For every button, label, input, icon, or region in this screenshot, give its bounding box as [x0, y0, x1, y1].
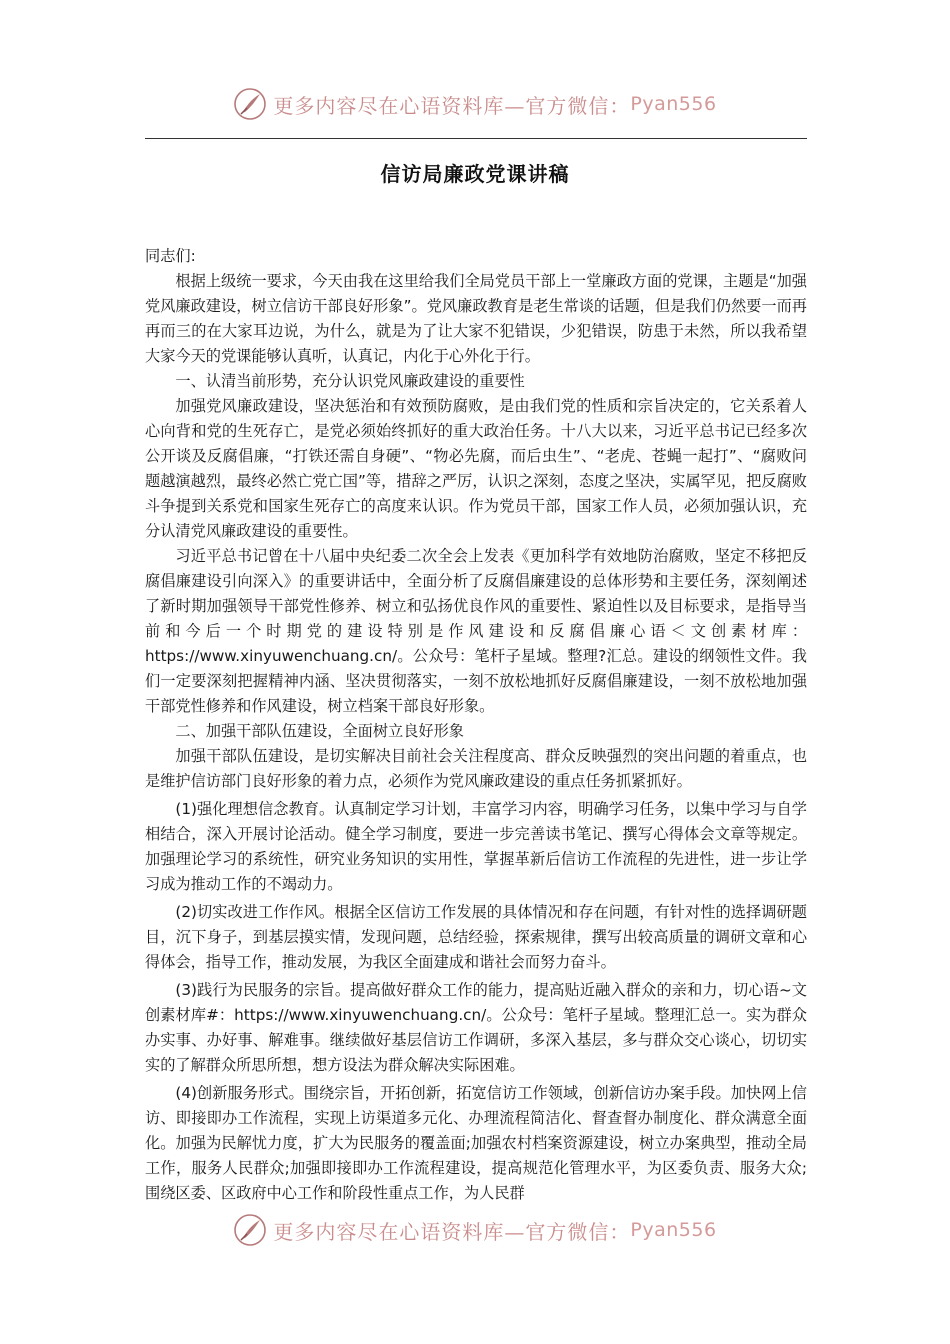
paragraph: (1)强化理想信念教育。认真制定学习计划，丰富学习内容，明确学习任务，以集中学习与自学相结合，深入开展讨论活动。健全学习制度，要进一步完善读书笔记、撰写心得体会文章等规定。加强理论学习的系统性，研究业务知识的实用性，掌握革新后信访工作流程的先进性，进一步让学习成为推动工作的不竭动力。 — [145, 800, 807, 893]
header-banner — [0, 84, 950, 124]
paragraph: 习近平总书记曾在十八届中央纪委二次全会上发表《更加科学有效地防治腐败，坚定不移把反腐倡廉建设引向深入》的重要讲话中，全面分析了反腐倡廉建设的总体形势和主要任务，深刻阐述了新时期加强领导干部党性修养、树立和弘扬优良作风的重要性、紧迫性以及目标要求，是指导当前和今后一个时期党的建设特别是作风建设和反腐倡廉心语＜文创素材库：https://www.xinyuwenchuang.cn/。公众号：笔杆子星域。整理?汇总。建设的纲领性文件。我们一定要深刻把握精神内涵、坚决贯彻落实，一刻不放松地抓好反腐倡廉建设，一刻不放松地加强干部党性修养和作风建设，树立档案干部良好形象。 — [145, 547, 807, 715]
paragraph: (3)践行为民服务的宗旨。提高做好群众工作的能力，提高贴近融入群众的亲和力，切心语~文创素材库#：https://www.xinyuwenchuang.cn/。公众号：笔杆子星域。整理汇总一。实为群众办实事、办好事、解难事。继续做好基层信访工作调研，多深入基层，多与群众交心谈心，切切实实的了解群众所思所想，想方设法为群众解决实际困难。 — [145, 981, 807, 1074]
banner-wechat-id: Pyan556 — [630, 93, 717, 115]
footer-banner — [0, 1210, 950, 1250]
paragraph: (2)切实改进工作作风。根据全区信访工作发展的具体情况和存在问题，有针对性的选择调研题目，沉下身子，到基层摸实情，发现问题，总结经验，探索规律，撰写出较高质量的调研文章和心得体会，指导工作，推动发展，为我区全面建成和谐社会而努力奋斗。 — [145, 903, 807, 971]
banner-wechat-id: Pyan556 — [630, 1219, 717, 1241]
greeting: 同志们: — [145, 247, 196, 265]
paragraph: 加强干部队伍建设，是切实解决目前社会关注程度高、群众反映强烈的突出问题的着重点，也是维护信访部门良好形象的着力点，必须作为党风廉政建设的重点任务抓紧抓好。 — [145, 747, 807, 790]
paragraph: 根据上级统一要求，今天由我在这里给我们全局党员干部上一堂廉政方面的党课，主题是“加强党风廉政建设，树立信访干部良好形象”。党风廉政教育是老生常谈的话题，但是我们仍然要一而再再而三的在大家耳边说，为什么，就是为了让大家不犯错误，少犯错误，防患于未然，所以我希望大家今天的党课能够认真听，认真记，内化于心外化于行。 — [145, 272, 807, 365]
quill-logo-icon — [233, 1213, 267, 1247]
page-title: 信访局廉政党课讲稿 — [380, 162, 570, 186]
section-heading: 一、认清当前形势，充分认识党风廉政建设的重要性 — [175, 372, 525, 390]
quill-logo-icon — [233, 87, 267, 121]
section-heading: 二、加强干部队伍建设，全面树立良好形象 — [175, 722, 464, 740]
banner-text: 更多内容尽在心语资料库—官方微信： — [273, 1219, 631, 1244]
document-body — [145, 244, 807, 1206]
paragraph: (4)创新服务形式。围绕宗旨，开拓创新，拓宽信访工作领域，创新信访办案手段。加快网上信访、即接即办工作流程，实现上访渠道多元化、办理流程简洁化、督查督办制度化、群众满意全面化。加强为民解忧力度，扩大为民服务的覆盖面;加强农村档案资源建设，树立办案典型，推动全局工作，服务人民群众;加强即接即办工作流程建设，提高规范化管理水平，为区委负责、服务大众;围绕区委、区政府中心工作和阶段性重点工作，为人民群 — [145, 1084, 807, 1202]
banner-text: 更多内容尽在心语资料库—官方微信： — [273, 93, 631, 118]
header-divider — [145, 138, 807, 139]
paragraph: 加强党风廉政建设，坚决惩治和有效预防腐败，是由我们党的性质和宗旨决定的，它关系着人心向背和党的生死存亡，是党必须始终抓好的重大政治任务。十八大以来，习近平总书记已经多次公开谈及反腐倡廉，“打铁还需自身硬”、“物必先腐，而后虫生”、“老虎、苍蝇一起打”、“腐败问题越演越烈，最终必然亡党亡国”等，措辞之严厉，认识之深刻，态度之坚决，实属罕见，把反腐败斗争提到关系党和国家生死存亡的高度来认识。作为党员干部，国家工作人员，必须加强认识，充分认清党风廉政建设的重要性。 — [145, 397, 807, 540]
